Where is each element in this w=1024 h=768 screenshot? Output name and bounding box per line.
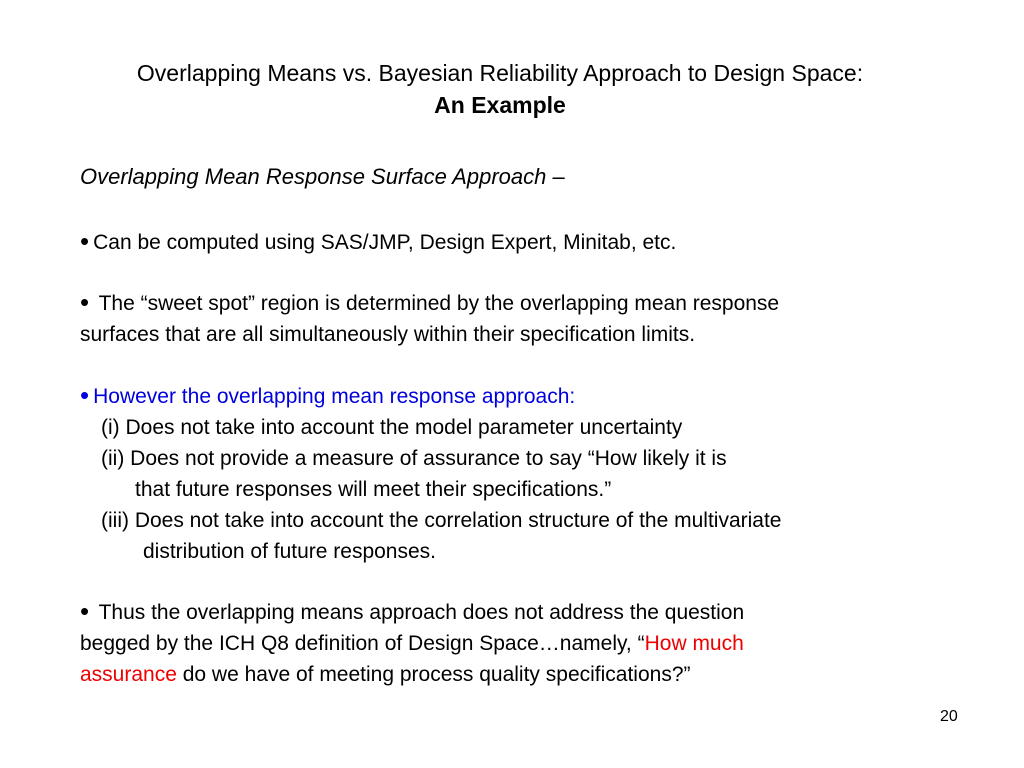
sub-item-i: (i) Does not take into account the model parameter uncertainty: [101, 416, 683, 439]
bullet-item-2: [80, 287, 780, 318]
bullet-item-1: [80, 226, 677, 257]
page-number: 20: [940, 708, 958, 725]
slide-title-line1: Overlapping Means vs. Bayesian Reliability Approach to Design Space:: [136, 60, 864, 86]
sub-item-iii-line2: distribution of future responses.: [143, 540, 436, 563]
bullet-4-text-line2: [80, 630, 744, 658]
sub-item-iii-line1: (iii) Does not take into account the correlation structure of the multivariate: [101, 509, 782, 532]
bullet-4-text-line3: [80, 661, 691, 689]
bullet-item-3: [80, 380, 576, 411]
bullet-4-highlight-assurance: assurance: [80, 663, 177, 686]
sub-item-ii-line2: that future responses will meet their specifications.”: [135, 478, 612, 501]
bullet-4-text-line1: Thus the overlapping means approach does not address the question: [93, 601, 745, 624]
bullet-icon: •: [80, 287, 90, 317]
bullet-4-line2-prefix: begged by the ICH Q8 definition of Design Space…namely, “: [80, 632, 645, 655]
bullet-icon: •: [80, 380, 90, 410]
bullet-4-line3-suffix: do we have of meeting process quality specifications?”: [176, 663, 691, 686]
bullet-3-intro-text: However the overlapping mean response approach:: [93, 385, 576, 408]
sub-item-ii-line1: (ii) Does not provide a measure of assurance to say “How likely it is: [101, 447, 727, 470]
bullet-2-text-line1: The “sweet spot” region is determined by the overlapping mean response: [93, 292, 780, 315]
subheading-dash: –: [546, 164, 565, 189]
bullet-item-4: [80, 596, 745, 627]
section-subheading: [80, 163, 565, 191]
bullet-icon: •: [80, 226, 90, 256]
slide-title-line2: An Example: [434, 92, 566, 118]
bullet-2-text-line2: surfaces that are all simultaneously within their specification limits.: [80, 323, 696, 346]
subheading-italic-text: Overlapping Mean Response Surface Approach: [80, 164, 547, 189]
bullet-4-highlight-how-much: How much: [644, 632, 744, 655]
bullet-1-text: Can be computed using SAS/JMP, Design Expert, Minitab, etc.: [93, 231, 677, 254]
bullet-icon: •: [80, 596, 90, 626]
